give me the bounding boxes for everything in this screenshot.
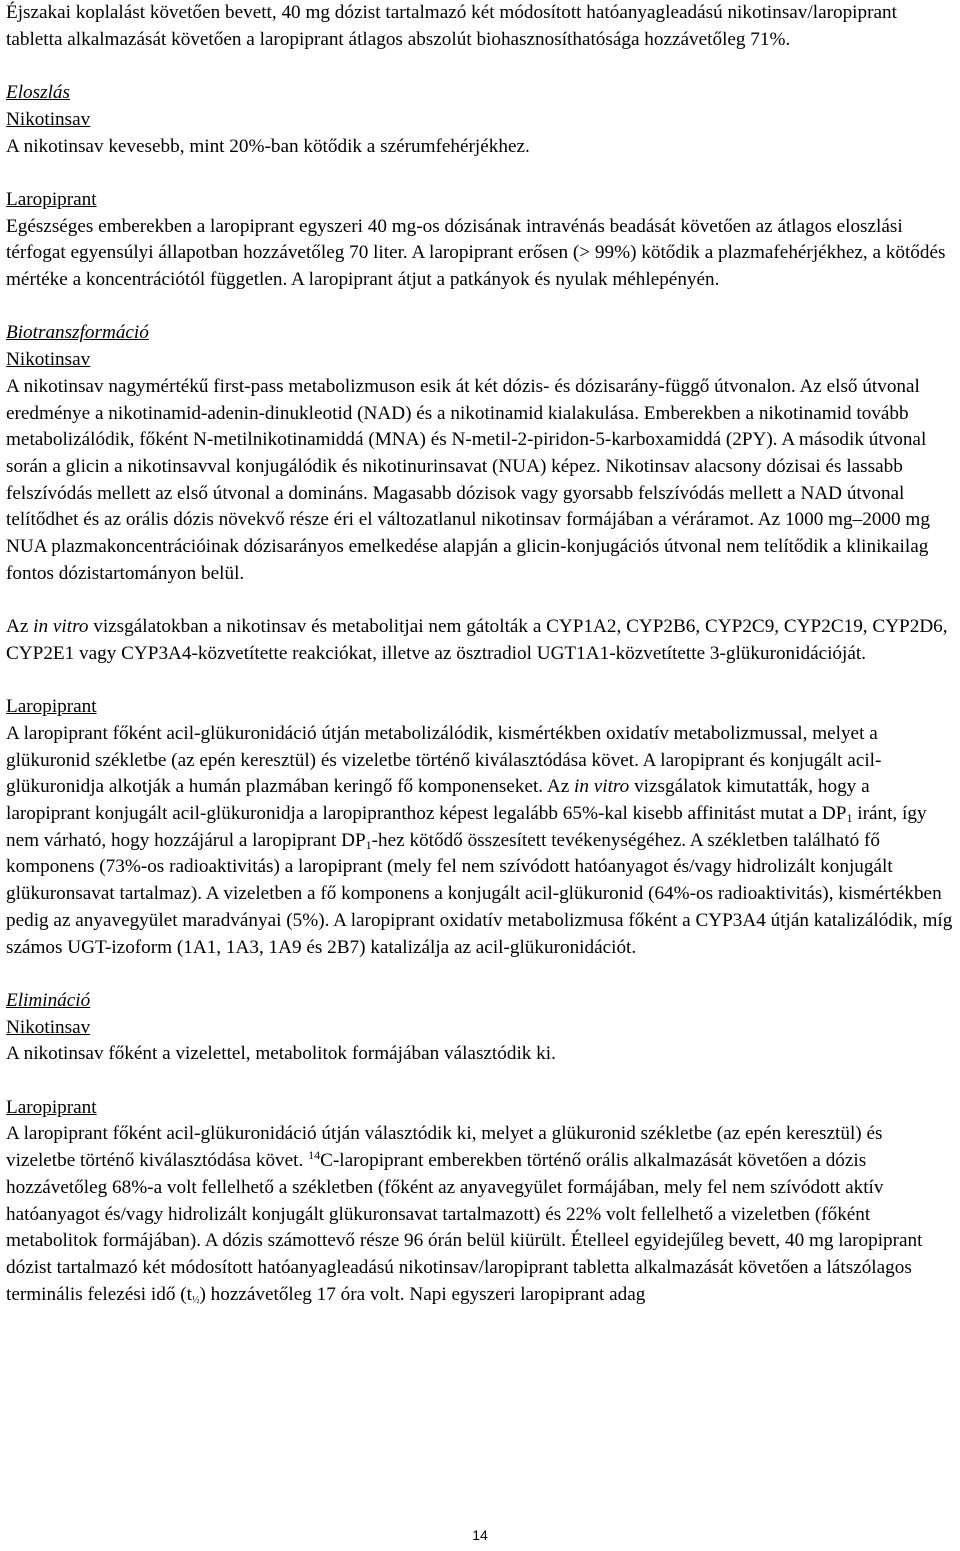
paragraph-absorption: Éjszakai koplalást követően bevett, 40 mg dózist tartalmazó két módosított hatóanyagleadású nikotinsav/laropiprant tabletta alkalmazását követően a laropiprant átlagos abszolút biohasznosíthatósága hozzávetőleg 71%. (6, 2, 897, 50)
subheading-nikotinsav: Nikotinsav (6, 349, 91, 371)
in-vitro-term: in vitro (33, 616, 89, 638)
heading-biotranszformacio: Biotranszformáció (6, 322, 149, 344)
paragraph-in-vitro: Az in vitro vizsgálatokban a nikotinsav és metabolitjai nem gátolták a CYP1A2, CYP2B6, CYP2C9, CYP2C19, CYP2D6, CYP2E1 vagy CYP3A4-közvetítette reakciókat, illetve az ösztradiol UGT1A1-közvetítette 3-glükuronidációját. (6, 616, 948, 664)
page-number: 14 (472, 1527, 488, 1543)
subheading-nikotinsav: Nikotinsav (6, 1016, 91, 1038)
heading-eliminacio: Elimináció (6, 989, 91, 1011)
paragraph-eloszlas-nikotinsav: A nikotinsav kevesebb, mint 20%-ban kötődik a szérumfehérjékhez. (6, 135, 530, 157)
subscript-half: ½ (191, 1294, 200, 1306)
subheading-laropiprant: Laropiprant (6, 1096, 97, 1118)
superscript-14: 14 (308, 1148, 321, 1163)
subheading-laropiprant: Laropiprant (6, 188, 97, 210)
paragraph-biotransz-laropiprant: A laropiprant főként acil-glükuronidáció útján metabolizálódik, kismértékben oxidatív metabolizmussal, melyet a glükuronid székletbe (az epén keresztül) és vizeletbe történő kiválasztódása követ. A laropiprant és konjugált acil-glükuronidja alkotják a humán plazmában keringő fő komponenseket. Az in vitro vizsgálatok kimutatták, hogy a laropiprant konjugált acil-glükuronidja a laropipranthoz képest legalább 65%-kal kisebb affinitást mutat a $DP_1$ iránt, így nem várható, hogy hozzájárul a laropiprant $DP_1$-hez kötődő összesített tevékenységéhez. A székletben található fő komponens (73%-os radioaktivitás) a laropiprant (mely fel nem szívódott hatóanyagot és/vagy hidrolizált konjugált glükuronsavat tartalmaz). A vizeletben a fő komponens a konjugált acil-glükuronid (64%-os radioaktivitás), kismértékben pedig az anyavegyület maradványai (5%). A laropiprant oxidatív metabolizmusa főként a CYP3A4 útján katalizálódik, míg számos UGT-izoform (1A1, 1A3, 1A9 és 2B7) katalizálja az acil-glükuronidációt. (6, 722, 953, 958)
paragraph-biotransz-nikotinsav: A nikotinsav nagymértékű first-pass metabolizmuson esik át két dózis- és dózisarány-függő útvonalon. Az első útvonal eredménye a nikotinamid-adenin-dinukleotid (NAD) és a nikotinamid kialakulása. Emberekben a nikotinamid tovább metabolizálódik, főként N-metilnikotinamiddá (MNA) és N-metil-2-piridon-5-karboxamiddá (2PY). A második útvonal során a glicin a nikotinsavval konjugálódik és nikotinurinsavat (NUA) képez. Nikotinsav alacsony dózisai és lassabb felszívódás mellett az első útvonal a domináns. Magasabb dózisok vagy gyorsabb felszívódás mellett a NAD útvonal telítődhet és az orális dózis növekvő része éri el változatlanul nikotinsav formájában a véráramot. Az 1000 mg–2000 mg NUA plazmakoncentrációinak dózisarányos emelkedése alapján a glicin-konjugációs útvonal nem telítődik a klinikailag fontos dózistartományon belül. (6, 375, 930, 584)
document-page (6, 0, 956, 1308)
subheading-nikotinsav: Nikotinsav (6, 108, 91, 130)
subscript-1: 1 (846, 811, 853, 826)
subscript-1: 1 (365, 837, 372, 852)
paragraph-eliminacio-laropiprant: A laropiprant főként acil-glükuronidáció útján választódik ki, melyet a glükuronid székletbe (az epén keresztül) és vizeletbe történő kiválasztódása követ. $^{14}$C-laropiprant emberekben történő orális alkalmazását követően a dózis hozzávetőleg 68%-a volt fellelhető a székletben (főként az anyavegyület formájában, mely fel nem szívódott aktív hatóanyagot és/vagy hidrolizált konjugált glükuronsavat tartalmazott) és 22% volt fellelhető a vizeletben (főként metabolitok formájában). A dózis számottevő része 96 órán belül kiürült. Ételleel egyidejűleg bevett, 40 mg laropiprant dózist tartalmazó két módosított hatóanyagleadású nikotinsav/laropiprant tabletta alkalmazását követően a látszólagos terminális felezési idő $(t_{\frac{1}{2}})$ hozzávetőleg 17 óra volt. Napi egyszeri laropiprant adag (6, 1123, 923, 1306)
subheading-laropiprant: Laropiprant (6, 696, 97, 718)
paragraph-eloszlas-laropiprant: Egészséges emberekben a laropiprant egyszeri 40 mg-os dózisának intravénás beadását követően az átlagos eloszlási térfogat egyensúlyi állapotban hozzávetőleg 70 liter. A laropiprant erősen (> 99%) kötődik a plazmafehérjékhez, a kötődés mértéke a koncentrációtól független. A laropiprant átjut a patkányok és nyulak méhlepényén. (6, 215, 946, 290)
in-vitro-term: in vitro (574, 776, 630, 798)
heading-eloszlas: Eloszlás (6, 82, 70, 104)
paragraph-eliminacio-nikotinsav: A nikotinsav főként a vizelettel, metabolitok formájában választódik ki. (6, 1043, 556, 1065)
